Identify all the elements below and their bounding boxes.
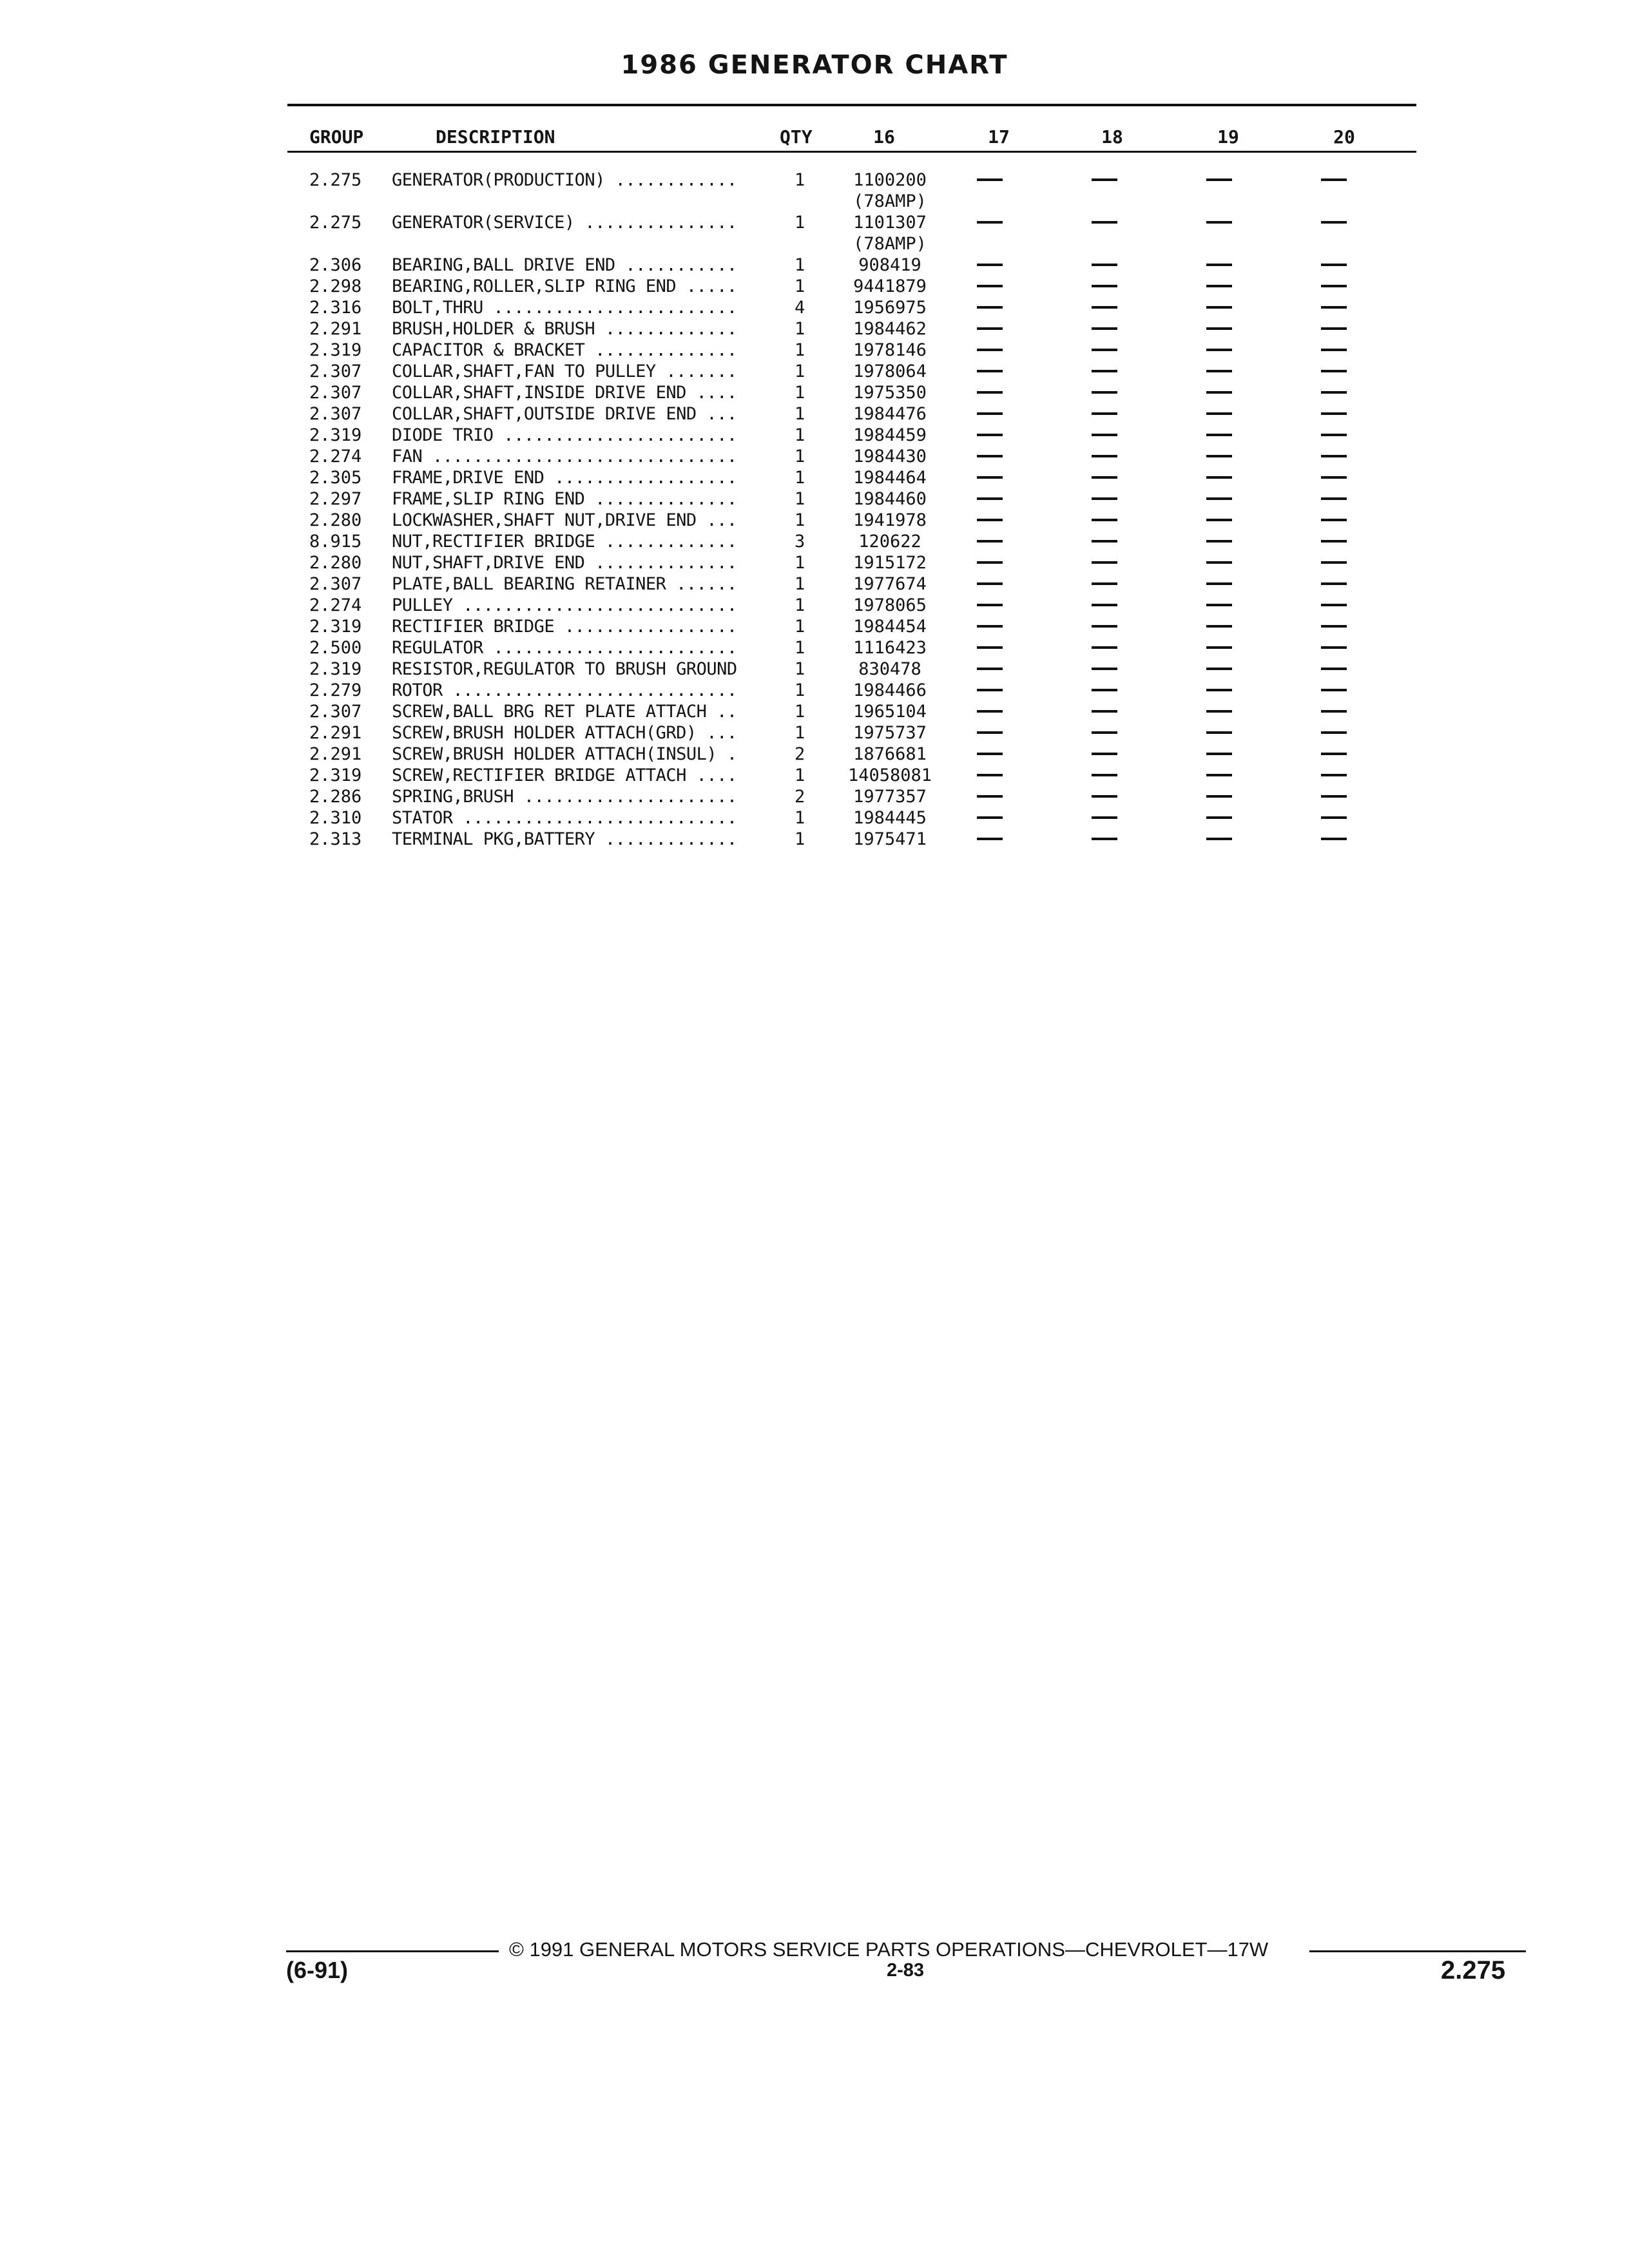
not-applicable-dash bbox=[977, 582, 1003, 585]
not-applicable-dash bbox=[1321, 412, 1347, 415]
table-row bbox=[0, 616, 1629, 637]
table-row bbox=[0, 637, 1629, 658]
not-applicable-dash bbox=[1092, 178, 1117, 181]
table-row bbox=[0, 169, 1629, 191]
part-number-cell: 1915172 bbox=[853, 553, 927, 573]
not-applicable-dash bbox=[1092, 795, 1117, 798]
part-number-cell: 1984445 bbox=[853, 808, 927, 828]
qty-cell: 1 bbox=[795, 447, 805, 466]
not-applicable-dash bbox=[1206, 370, 1232, 372]
description-cell: PULLEY ........................... bbox=[392, 595, 737, 615]
description-cell: COLLAR,SHAFT,INSIDE DRIVE END .... bbox=[392, 383, 737, 403]
group-cell: 2.307 bbox=[309, 702, 362, 722]
not-applicable-dash bbox=[1092, 710, 1117, 713]
not-applicable-dash bbox=[1321, 497, 1347, 500]
part-number-cell: 1977674 bbox=[853, 574, 927, 594]
table-row bbox=[0, 701, 1629, 722]
not-applicable-dash bbox=[1206, 306, 1232, 309]
not-applicable-dash bbox=[1092, 838, 1117, 840]
part-number-cell: 908419 bbox=[858, 255, 921, 275]
not-applicable-dash bbox=[1206, 731, 1232, 734]
not-applicable-dash bbox=[1206, 264, 1232, 266]
not-applicable-dash bbox=[977, 349, 1003, 351]
not-applicable-dash bbox=[977, 561, 1003, 564]
not-applicable-dash bbox=[977, 391, 1003, 394]
not-applicable-dash bbox=[1206, 178, 1232, 181]
description-cell: SPRING,BRUSH ..................... bbox=[392, 787, 737, 807]
footer-rule-left bbox=[286, 1950, 499, 1952]
part-number-cell: 1116423 bbox=[853, 638, 927, 658]
not-applicable-dash bbox=[1206, 455, 1232, 457]
group-cell: 2.275 bbox=[309, 170, 362, 190]
description-cell: DIODE TRIO ....................... bbox=[392, 425, 737, 445]
qty-cell: 1 bbox=[795, 659, 805, 679]
group-cell: 2.319 bbox=[309, 617, 362, 637]
not-applicable-dash bbox=[1206, 646, 1232, 649]
table-row bbox=[0, 680, 1629, 701]
footer-rule-right bbox=[1309, 1950, 1526, 1952]
part-number-cell: 9441879 bbox=[853, 276, 927, 296]
not-applicable-dash bbox=[1206, 625, 1232, 628]
description-cell: LOCKWASHER,SHAFT NUT,DRIVE END ... bbox=[392, 510, 737, 530]
qty-cell: 2 bbox=[795, 744, 805, 764]
table-row bbox=[0, 595, 1629, 616]
not-applicable-dash bbox=[977, 476, 1003, 479]
not-applicable-dash bbox=[1321, 753, 1347, 755]
not-applicable-dash bbox=[1321, 519, 1347, 521]
group-cell: 2.280 bbox=[309, 510, 362, 530]
not-applicable-dash bbox=[1092, 349, 1117, 351]
description-cell: BRUSH,HOLDER & BRUSH ............. bbox=[392, 319, 737, 339]
qty-cell: 1 bbox=[795, 617, 805, 637]
not-applicable-dash bbox=[1092, 434, 1117, 436]
qty-cell: 1 bbox=[795, 553, 805, 573]
not-applicable-dash bbox=[1321, 668, 1347, 670]
not-applicable-dash bbox=[1206, 412, 1232, 415]
description-cell: COLLAR,SHAFT,OUTSIDE DRIVE END ... bbox=[392, 404, 737, 424]
not-applicable-dash bbox=[1321, 476, 1347, 479]
not-applicable-dash bbox=[1321, 540, 1347, 543]
column-header-20: 20 bbox=[1333, 126, 1355, 148]
not-applicable-dash bbox=[1092, 370, 1117, 372]
description-cell: COLLAR,SHAFT,FAN TO PULLEY ....... bbox=[392, 361, 737, 381]
not-applicable-dash bbox=[1092, 561, 1117, 564]
qty-cell: 1 bbox=[795, 638, 805, 658]
not-applicable-dash bbox=[977, 795, 1003, 798]
qty-cell: 1 bbox=[795, 361, 805, 381]
not-applicable-dash bbox=[1206, 795, 1232, 798]
not-applicable-dash bbox=[977, 774, 1003, 776]
not-applicable-dash bbox=[1206, 604, 1232, 606]
part-number-cell: 1941978 bbox=[853, 510, 927, 530]
part-number-cell: 1975350 bbox=[853, 383, 927, 403]
not-applicable-dash bbox=[1206, 221, 1232, 224]
not-applicable-dash bbox=[1092, 221, 1117, 224]
qty-cell: 1 bbox=[795, 276, 805, 296]
footer-copyright: © 1991 GENERAL MOTORS SERVICE PARTS OPERATIONS—CHEVROLET—17W bbox=[509, 1938, 1269, 1961]
not-applicable-dash bbox=[1321, 434, 1347, 436]
description-cell: REGULATOR ........................ bbox=[392, 638, 737, 658]
description-cell: FRAME,SLIP RING END .............. bbox=[392, 489, 737, 509]
part-number-cell: 1978064 bbox=[853, 361, 927, 381]
table-row bbox=[0, 425, 1629, 446]
description-cell: ROTOR ............................ bbox=[392, 680, 737, 700]
description-cell: SCREW,BRUSH HOLDER ATTACH(GRD) ... bbox=[392, 723, 737, 743]
group-cell: 2.275 bbox=[309, 213, 362, 233]
not-applicable-dash bbox=[1092, 519, 1117, 521]
not-applicable-dash bbox=[1206, 391, 1232, 394]
description-cell: CAPACITOR & BRACKET .............. bbox=[392, 340, 737, 360]
part-number-cell: 1984476 bbox=[853, 404, 927, 424]
group-cell: 2.274 bbox=[309, 447, 362, 466]
table-row bbox=[0, 297, 1629, 318]
group-cell: 2.319 bbox=[309, 659, 362, 679]
not-applicable-dash bbox=[1321, 285, 1347, 287]
description-cell: PLATE,BALL BEARING RETAINER ...... bbox=[392, 574, 737, 594]
group-cell: 2.307 bbox=[309, 361, 362, 381]
table-row bbox=[0, 786, 1629, 807]
description-cell: BOLT,THRU ........................ bbox=[392, 298, 737, 318]
description-cell: BEARING,BALL DRIVE END ........... bbox=[392, 255, 737, 275]
part-number-cell: 1984430 bbox=[853, 447, 927, 466]
not-applicable-dash bbox=[1206, 668, 1232, 670]
qty-cell: 1 bbox=[795, 574, 805, 594]
not-applicable-dash bbox=[1206, 753, 1232, 755]
part-number-cell: 1876681 bbox=[853, 744, 927, 764]
not-applicable-dash bbox=[1092, 264, 1117, 266]
qty-cell: 1 bbox=[795, 723, 805, 743]
description-cell: BEARING,ROLLER,SLIP RING END ..... bbox=[392, 276, 737, 296]
description-cell: FAN .............................. bbox=[392, 447, 737, 466]
not-applicable-dash bbox=[1092, 476, 1117, 479]
not-applicable-dash bbox=[977, 455, 1003, 457]
description-cell: TERMINAL PKG,BATTERY ............. bbox=[392, 829, 737, 849]
group-cell: 2.286 bbox=[309, 787, 362, 807]
part-number-cell: 120622 bbox=[858, 532, 921, 552]
part-number-cell: 1978065 bbox=[853, 595, 927, 615]
table-row bbox=[0, 765, 1629, 786]
table-row bbox=[0, 658, 1629, 680]
part-number-cell: 1956975 bbox=[853, 298, 927, 318]
not-applicable-dash bbox=[1321, 710, 1347, 713]
not-applicable-dash bbox=[1092, 668, 1117, 670]
qty-cell: 1 bbox=[795, 595, 805, 615]
part-number-cell: 1101307 bbox=[853, 213, 927, 233]
part-number-cell: 1984460 bbox=[853, 489, 927, 509]
qty-cell: 1 bbox=[795, 468, 805, 488]
part-number-cell: 1965104 bbox=[853, 702, 927, 722]
qty-cell: 3 bbox=[795, 532, 805, 552]
table-row bbox=[0, 340, 1629, 361]
description-cell: SCREW,BRUSH HOLDER ATTACH(INSUL) . bbox=[392, 744, 737, 764]
qty-cell: 1 bbox=[795, 765, 805, 785]
not-applicable-dash bbox=[1321, 689, 1347, 691]
not-applicable-dash bbox=[1321, 391, 1347, 394]
footer-page-number: 2-83 bbox=[887, 1960, 925, 1981]
description-cell: RESISTOR,REGULATOR TO BRUSH GROUND bbox=[392, 659, 737, 679]
not-applicable-dash bbox=[1321, 370, 1347, 372]
table-row bbox=[0, 255, 1629, 276]
header-bottom-rule bbox=[287, 151, 1416, 153]
qty-cell: 1 bbox=[795, 404, 805, 424]
not-applicable-dash bbox=[1092, 455, 1117, 457]
not-applicable-dash bbox=[977, 689, 1003, 691]
not-applicable-dash bbox=[1321, 816, 1347, 819]
group-cell: 2.298 bbox=[309, 276, 362, 296]
not-applicable-dash bbox=[1321, 264, 1347, 266]
description-cell: NUT,SHAFT,DRIVE END .............. bbox=[392, 553, 737, 573]
not-applicable-dash bbox=[1321, 795, 1347, 798]
not-applicable-dash bbox=[977, 604, 1003, 606]
not-applicable-dash bbox=[1092, 540, 1117, 543]
footer-date-code: (6-91) bbox=[286, 1957, 349, 1983]
not-applicable-dash bbox=[1321, 327, 1347, 330]
not-applicable-dash bbox=[1092, 689, 1117, 691]
not-applicable-dash bbox=[1092, 327, 1117, 330]
part-number-cell: 14058081 bbox=[847, 765, 932, 785]
group-cell: 2.280 bbox=[309, 553, 362, 573]
group-cell: 2.307 bbox=[309, 404, 362, 424]
group-cell: 2.291 bbox=[309, 723, 362, 743]
part-number-cell: 1100200 bbox=[853, 170, 927, 190]
not-applicable-dash bbox=[977, 412, 1003, 415]
not-applicable-dash bbox=[1092, 285, 1117, 287]
group-cell: 8.915 bbox=[309, 532, 362, 552]
qty-cell: 1 bbox=[795, 489, 805, 509]
column-header-group: GROUP bbox=[309, 126, 364, 148]
not-applicable-dash bbox=[977, 264, 1003, 266]
qty-cell: 1 bbox=[795, 829, 805, 849]
group-cell: 2.319 bbox=[309, 340, 362, 360]
group-cell: 2.274 bbox=[309, 595, 362, 615]
not-applicable-dash bbox=[977, 178, 1003, 181]
not-applicable-dash bbox=[977, 285, 1003, 287]
qty-cell: 1 bbox=[795, 340, 805, 360]
not-applicable-dash bbox=[1092, 604, 1117, 606]
table-row bbox=[0, 403, 1629, 425]
not-applicable-dash bbox=[977, 625, 1003, 628]
group-cell: 2.500 bbox=[309, 638, 362, 658]
not-applicable-dash bbox=[1092, 774, 1117, 776]
group-cell: 2.291 bbox=[309, 319, 362, 339]
table-row bbox=[0, 467, 1629, 488]
part-note: (78AMP) bbox=[853, 191, 927, 211]
table-row bbox=[0, 446, 1629, 467]
not-applicable-dash bbox=[1206, 540, 1232, 543]
not-applicable-dash bbox=[1092, 753, 1117, 755]
table-row bbox=[0, 722, 1629, 744]
not-applicable-dash bbox=[1321, 582, 1347, 585]
description-cell: SCREW,RECTIFIER BRIDGE ATTACH .... bbox=[392, 765, 737, 785]
not-applicable-dash bbox=[1321, 455, 1347, 457]
description-cell: NUT,RECTIFIER BRIDGE ............. bbox=[392, 532, 737, 552]
not-applicable-dash bbox=[1206, 497, 1232, 500]
not-applicable-dash bbox=[977, 370, 1003, 372]
qty-cell: 1 bbox=[795, 383, 805, 403]
not-applicable-dash bbox=[1321, 561, 1347, 564]
table-row bbox=[0, 510, 1629, 531]
column-header-description: DESCRIPTION bbox=[436, 126, 555, 148]
column-header-19: 19 bbox=[1217, 126, 1239, 148]
qty-cell: 1 bbox=[795, 319, 805, 339]
description-cell: GENERATOR(PRODUCTION) ............ bbox=[392, 170, 737, 190]
not-applicable-dash bbox=[1206, 838, 1232, 840]
part-number-cell: 1984466 bbox=[853, 680, 927, 700]
not-applicable-dash bbox=[1206, 327, 1232, 330]
not-applicable-dash bbox=[1092, 646, 1117, 649]
qty-cell: 1 bbox=[795, 425, 805, 445]
not-applicable-dash bbox=[1206, 816, 1232, 819]
qty-cell: 1 bbox=[795, 255, 805, 275]
not-applicable-dash bbox=[977, 668, 1003, 670]
not-applicable-dash bbox=[1321, 178, 1347, 181]
part-number-cell: 1975737 bbox=[853, 723, 927, 743]
not-applicable-dash bbox=[1092, 625, 1117, 628]
column-header-17: 17 bbox=[988, 126, 1010, 148]
not-applicable-dash bbox=[977, 497, 1003, 500]
table-row bbox=[0, 744, 1629, 765]
not-applicable-dash bbox=[1321, 646, 1347, 649]
not-applicable-dash bbox=[977, 519, 1003, 521]
not-applicable-dash bbox=[977, 540, 1003, 543]
part-number-cell: 1975471 bbox=[853, 829, 927, 849]
not-applicable-dash bbox=[1092, 497, 1117, 500]
not-applicable-dash bbox=[1092, 731, 1117, 734]
not-applicable-dash bbox=[977, 221, 1003, 224]
not-applicable-dash bbox=[1206, 710, 1232, 713]
part-number-cell: 1984462 bbox=[853, 319, 927, 339]
group-cell: 2.310 bbox=[309, 808, 362, 828]
part-number-cell: 1977357 bbox=[853, 787, 927, 807]
not-applicable-dash bbox=[1321, 221, 1347, 224]
part-number-cell: 830478 bbox=[858, 659, 921, 679]
not-applicable-dash bbox=[1321, 349, 1347, 351]
not-applicable-dash bbox=[1321, 838, 1347, 840]
qty-cell: 1 bbox=[795, 808, 805, 828]
part-number-cell: 1978146 bbox=[853, 340, 927, 360]
group-cell: 2.307 bbox=[309, 574, 362, 594]
part-note: (78AMP) bbox=[853, 234, 927, 254]
description-cell: SCREW,BALL BRG RET PLATE ATTACH .. bbox=[392, 702, 737, 722]
not-applicable-dash bbox=[1206, 285, 1232, 287]
description-cell: RECTIFIER BRIDGE ................. bbox=[392, 617, 737, 637]
description-cell: GENERATOR(SERVICE) ............... bbox=[392, 213, 737, 233]
part-number-cell: 1984464 bbox=[853, 468, 927, 488]
group-cell: 2.319 bbox=[309, 425, 362, 445]
not-applicable-dash bbox=[1321, 774, 1347, 776]
not-applicable-dash bbox=[1092, 582, 1117, 585]
part-number-cell: 1984459 bbox=[853, 425, 927, 445]
group-cell: 2.297 bbox=[309, 489, 362, 509]
qty-cell: 4 bbox=[795, 298, 805, 318]
part-number-cell: 1984454 bbox=[853, 617, 927, 637]
not-applicable-dash bbox=[977, 753, 1003, 755]
not-applicable-dash bbox=[1206, 582, 1232, 585]
not-applicable-dash bbox=[1321, 306, 1347, 309]
not-applicable-dash bbox=[977, 710, 1003, 713]
group-cell: 2.319 bbox=[309, 765, 362, 785]
qty-cell: 1 bbox=[795, 213, 805, 233]
not-applicable-dash bbox=[1206, 349, 1232, 351]
page-title: 1986 GENERATOR CHART bbox=[621, 50, 1008, 80]
table-row bbox=[0, 318, 1629, 340]
not-applicable-dash bbox=[1092, 816, 1117, 819]
column-header-18: 18 bbox=[1101, 126, 1123, 148]
not-applicable-dash bbox=[1206, 434, 1232, 436]
qty-cell: 1 bbox=[795, 702, 805, 722]
table-row bbox=[0, 531, 1629, 552]
group-cell: 2.307 bbox=[309, 383, 362, 403]
not-applicable-dash bbox=[977, 838, 1003, 840]
qty-cell: 1 bbox=[795, 510, 805, 530]
not-applicable-dash bbox=[1321, 625, 1347, 628]
not-applicable-dash bbox=[977, 816, 1003, 819]
not-applicable-dash bbox=[977, 731, 1003, 734]
header-top-rule bbox=[287, 104, 1416, 106]
table-row bbox=[0, 829, 1629, 850]
not-applicable-dash bbox=[977, 434, 1003, 436]
not-applicable-dash bbox=[977, 327, 1003, 330]
not-applicable-dash bbox=[1092, 391, 1117, 394]
not-applicable-dash bbox=[1206, 519, 1232, 521]
group-cell: 2.279 bbox=[309, 680, 362, 700]
table-row bbox=[0, 212, 1629, 233]
column-header-16: 16 bbox=[873, 126, 895, 148]
qty-cell: 2 bbox=[795, 787, 805, 807]
group-cell: 2.305 bbox=[309, 468, 362, 488]
table-row bbox=[0, 488, 1629, 510]
description-cell: FRAME,DRIVE END .................. bbox=[392, 468, 737, 488]
not-applicable-dash bbox=[1092, 306, 1117, 309]
not-applicable-dash bbox=[1206, 561, 1232, 564]
footer-section-number: 2.275 bbox=[1441, 1956, 1506, 1984]
qty-cell: 1 bbox=[795, 170, 805, 190]
not-applicable-dash bbox=[1206, 689, 1232, 691]
not-applicable-dash bbox=[1206, 476, 1232, 479]
group-cell: 2.306 bbox=[309, 255, 362, 275]
not-applicable-dash bbox=[1321, 731, 1347, 734]
not-applicable-dash bbox=[977, 306, 1003, 309]
group-cell: 2.291 bbox=[309, 744, 362, 764]
not-applicable-dash bbox=[1321, 604, 1347, 606]
table-row bbox=[0, 382, 1629, 403]
description-cell: STATOR ........................... bbox=[392, 808, 737, 828]
not-applicable-dash bbox=[1092, 412, 1117, 415]
group-cell: 2.313 bbox=[309, 829, 362, 849]
qty-cell: 1 bbox=[795, 680, 805, 700]
table-row bbox=[0, 807, 1629, 829]
not-applicable-dash bbox=[977, 646, 1003, 649]
group-cell: 2.316 bbox=[309, 298, 362, 318]
table-row bbox=[0, 552, 1629, 573]
table-row bbox=[0, 573, 1629, 595]
column-header-qty: QTY bbox=[780, 126, 813, 148]
table-row bbox=[0, 276, 1629, 297]
not-applicable-dash bbox=[1206, 774, 1232, 776]
table-row bbox=[0, 361, 1629, 382]
